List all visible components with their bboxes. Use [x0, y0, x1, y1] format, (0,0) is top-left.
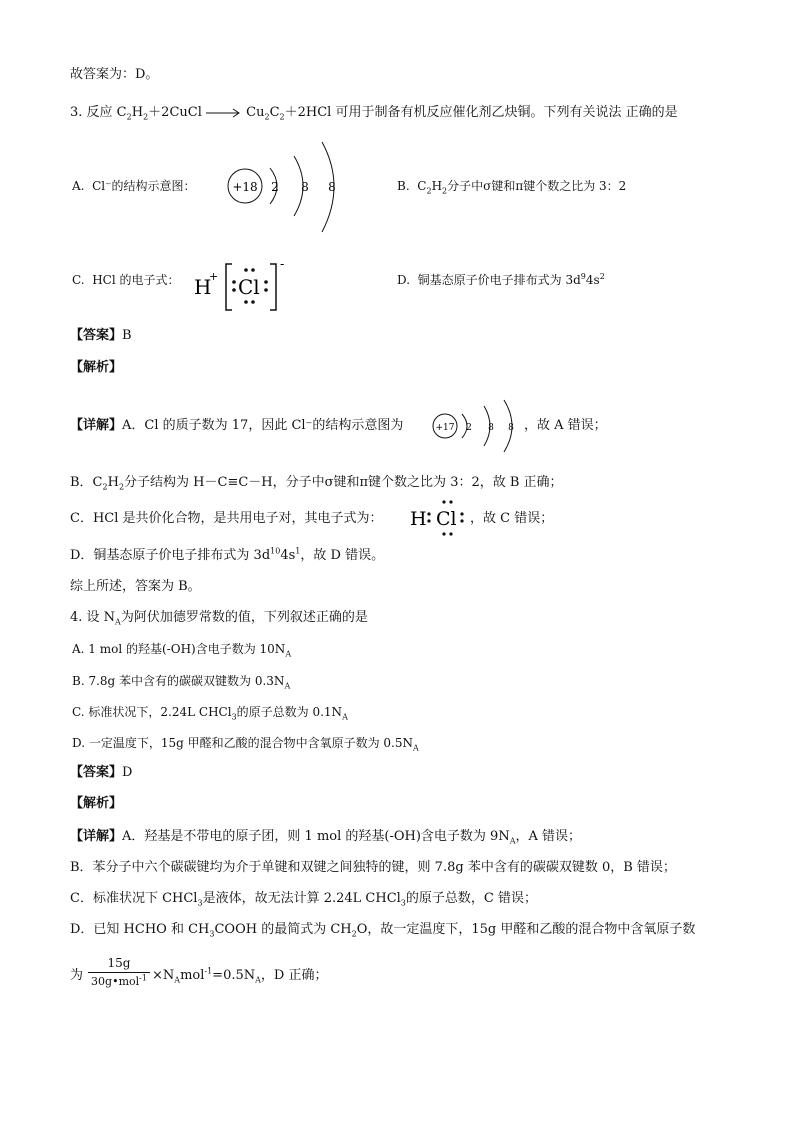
cl-atom-structure-diagram	[430, 398, 522, 454]
answer-value: B	[122, 328, 132, 343]
subscript: A	[255, 975, 261, 985]
subscript: 2	[264, 112, 270, 122]
subscript: 3	[400, 898, 406, 908]
option-text: 铜基态原子价电子排布式为 3d	[417, 273, 581, 287]
subscript: 2	[126, 112, 132, 122]
subscript: 2	[118, 482, 125, 492]
q4-answer	[70, 764, 132, 782]
detail-text: A．Cl 的质子数为 17，因此 Cl⁻的结构示意图为	[122, 418, 404, 433]
subscript: 2	[143, 112, 149, 122]
detail-text: D．铜基态原子价电子排布式为 3d	[70, 548, 271, 563]
q3-option-d	[397, 271, 605, 289]
q3-analysis-tag: 【解析】	[70, 360, 123, 375]
option-text: C	[417, 179, 427, 193]
result-text: =0.5N	[212, 968, 256, 983]
subscript: A	[284, 681, 291, 691]
cl-atom: Cl	[436, 508, 457, 530]
shell-electrons: 2	[271, 180, 279, 194]
subscript: A	[509, 836, 516, 846]
subscript: 2	[351, 929, 357, 939]
minus-charge: -	[280, 258, 285, 272]
option-text: C. 标准状况下，2.24L CHCl	[72, 705, 232, 719]
option-text: A. 1 mol 的羟基(-OH)含电子数为 10N	[72, 642, 286, 656]
subscript: 2	[102, 482, 108, 492]
fraction-denominator	[88, 975, 150, 989]
option-text: Cl⁻的结构示意图：	[92, 179, 196, 193]
answer-tag: 【答案】	[70, 328, 123, 343]
shell-electrons: 2	[466, 423, 472, 433]
subscript: A	[115, 617, 121, 627]
subscript: 3	[209, 929, 215, 939]
detail-text: B．C	[70, 475, 103, 490]
nucleus-charge: +18	[232, 180, 258, 194]
reaction-arrow-icon	[206, 108, 242, 118]
h-atom: H	[410, 508, 427, 530]
superscript: 1	[295, 546, 301, 556]
q4-option-c	[72, 703, 348, 721]
h-atom: H	[194, 275, 212, 299]
subscript: 2	[442, 186, 448, 196]
q3-answer	[70, 327, 132, 345]
subscript: A	[413, 743, 419, 753]
q3-stem-text: ＋2HCl 可用于制备有机反应催化剂乙炔铜。下列有关说法 正确的是	[284, 105, 678, 120]
superscript: -1	[204, 966, 213, 976]
q3-option-b	[397, 177, 626, 195]
q3-detail-c: C．HCl 是共价化合物，是共用电子对，其电子式为：	[70, 511, 383, 526]
superscript: -1	[139, 973, 147, 983]
option-text: 分子中σ键和π键个数之比为 3：2	[447, 179, 627, 193]
detail-text: 4s	[280, 548, 296, 563]
shell-electrons: 8	[301, 180, 309, 194]
result-text: ×N	[152, 968, 175, 983]
fraction-numerator: 15g	[107, 956, 131, 970]
q4-stem-text: 为阿伏加德罗常数的值，下列叙述正确的是	[120, 610, 368, 625]
shell-electrons: 8	[508, 423, 514, 433]
q4-option-a	[72, 640, 291, 658]
result-text: mol	[180, 968, 205, 983]
option-text: B. 7.8g 苯中含有的碳碳双键数为 0.3N	[72, 674, 285, 688]
subscript: A	[174, 975, 181, 985]
q3-number: 3.	[70, 105, 83, 120]
detail-text: ，A 错误；	[515, 829, 582, 844]
subscript: 3	[197, 898, 203, 908]
option-text: 4s	[585, 273, 600, 287]
cl-atom: Cl	[238, 275, 260, 299]
q3-stem-text: C	[269, 105, 280, 120]
q3-stem-text: ＋2CuCl	[148, 105, 202, 120]
left-bracket	[226, 264, 232, 310]
q4-detail-d	[70, 921, 695, 939]
option-text: 的原子总数为 0.1N	[236, 705, 343, 719]
right-bracket	[270, 264, 276, 310]
detail-text: 的原子总数，C 错误；	[405, 891, 537, 906]
q3-detail-b	[70, 474, 563, 492]
q4-fraction-result	[152, 967, 327, 985]
q3-stem-text: H	[131, 105, 144, 120]
cl-ion-structure-diagram	[222, 138, 352, 234]
superscript: 9	[580, 272, 586, 281]
option-label: B.	[397, 179, 410, 193]
detail-text: D．已知 HCHO 和 CH	[70, 922, 210, 937]
detail-text: COOH 的最简式为 CH	[214, 922, 352, 937]
subscript: A	[285, 649, 292, 659]
option-label: C.	[72, 273, 85, 287]
q3-summary: 综上所述，答案为 B。	[70, 579, 201, 594]
detail-text: A．羟基是不带电的原子团，则 1 mol 的羟基(-OH)含电子数为 9N	[122, 829, 510, 844]
result-text: ，D 正确；	[260, 968, 328, 983]
q4-detail-b: B．苯分子中六个碳碳键均为介于单键和双键之间独特的键，则 7.8g 苯中含有的碳碳双键数 0，B 错误；	[70, 860, 676, 875]
superscript: 2	[599, 272, 605, 281]
option-label: D.	[397, 273, 411, 287]
denominator-text: 30g•mol	[91, 975, 140, 988]
option-text: HCl 的电子式：	[92, 273, 180, 287]
subscript: A	[342, 712, 348, 722]
answer-tag: 【答案】	[70, 765, 123, 780]
q4-option-d	[72, 734, 419, 752]
superscript: 10	[270, 546, 281, 556]
plus-charge: +	[209, 270, 219, 283]
q4-fraction-prefix: 为	[70, 968, 84, 983]
nucleus-charge: +17	[435, 423, 455, 433]
q3-detail-a-end: ，故 A 错误；	[524, 418, 607, 433]
q3-option-a	[72, 177, 195, 195]
hcl-ionic-electron-formula	[190, 258, 300, 314]
q4-stem	[70, 609, 368, 627]
subscript: 3	[231, 712, 237, 722]
detail-text: 是液体，故无法计算 2.24L CHCl	[202, 891, 401, 906]
q3-stem-text: 反应 C	[86, 105, 127, 120]
detail-text: H	[107, 475, 119, 490]
q3-stem-text: Cu	[246, 105, 265, 120]
option-text: D. 一定温度下，15g 甲醛和乙酸的混合物中含氧原子数为 0.5N	[72, 736, 413, 750]
answer-value: D	[122, 765, 133, 780]
detail-text: C．标准状况下 CHCl	[70, 891, 198, 906]
detail-tag: 【详解】	[70, 829, 123, 844]
subscript: 2	[279, 112, 285, 122]
q4-analysis-tag: 【解析】	[70, 796, 123, 811]
shell-electrons: 8	[488, 423, 494, 433]
detail-text: O，故一定温度下，15g 甲醛和乙酸的混合物中含氧原子数	[356, 922, 696, 937]
q4-detail-a	[70, 828, 581, 846]
q3-detail-d	[70, 547, 384, 565]
q4-option-b	[72, 672, 290, 690]
previous-answer: 故答案为：D。	[70, 67, 159, 82]
hcl-covalent-electron-formula	[406, 496, 472, 540]
option-label: A.	[72, 179, 85, 193]
detail-text: 分子结构为 H－C≡C－H，分子中σ键和π键个数之比为 3：2，故 B 正确；	[124, 475, 563, 490]
q3-option-c	[72, 271, 180, 289]
q4-detail-c	[70, 890, 537, 908]
fraction	[88, 956, 150, 989]
subscript: 2	[426, 186, 432, 196]
q3-detail-c-end: ，故 C 错误；	[470, 511, 554, 526]
option-text: H	[431, 179, 443, 193]
detail-tag: 【详解】	[70, 418, 123, 433]
shell-electrons: 8	[328, 180, 336, 194]
q4-stem-text: 4. 设 N	[70, 610, 116, 625]
q3-detail-a	[70, 417, 403, 435]
detail-text: ，故 D 错误。	[300, 548, 385, 563]
q3-stem	[70, 104, 678, 122]
